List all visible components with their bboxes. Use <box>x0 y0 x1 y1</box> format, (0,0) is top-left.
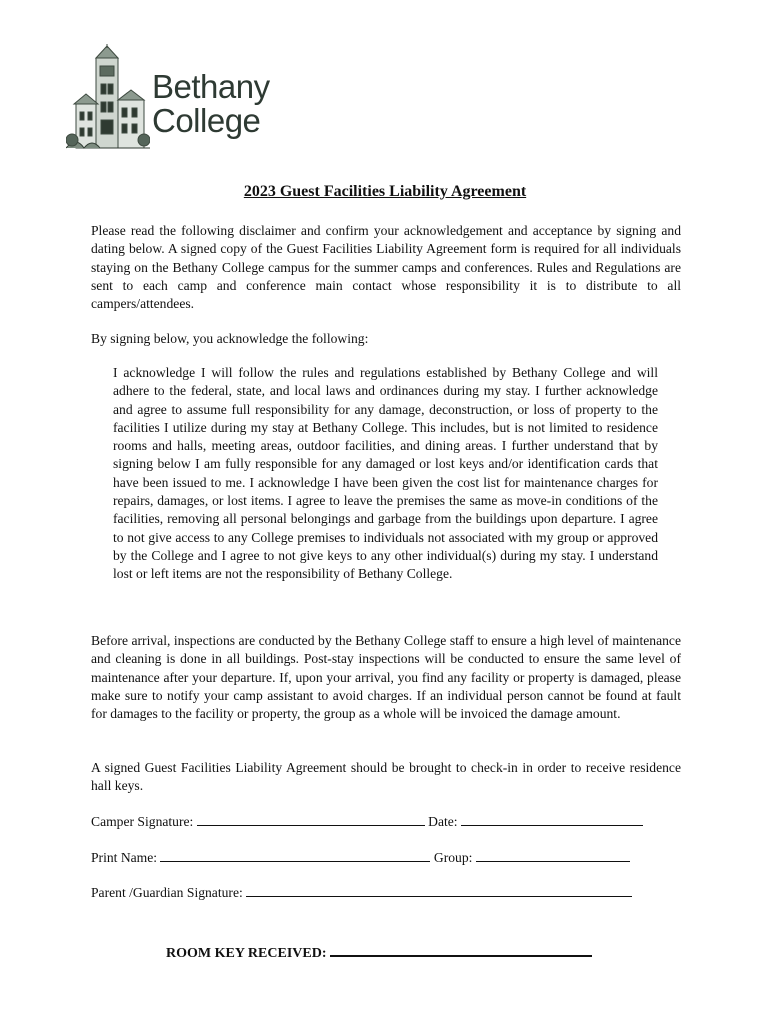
group-field[interactable] <box>476 849 630 862</box>
date-field[interactable] <box>461 813 643 826</box>
room-key-field[interactable] <box>330 943 592 957</box>
parent-signature-label: Parent /Guardian Signature: <box>91 885 243 900</box>
logo-line-1: Bethany <box>152 68 270 105</box>
acknowledgement-paragraph: I acknowledge I will follow the rules and regulations established by Bethany College and will adhere to the federal, state, and local laws and ordinances during my stay. I further acknowledge and agree to assume full responsibility for any damage, deconstruction, or loss of property to the facilities I utilize during my stay at Bethany College. This includes, but is not limited to residence rooms and halls, meeting areas, outdoor facilities, and dining areas. I further understand that by signing below I am fully responsible for any damaged or lost keys and/or identification cards that have been issued to me. I acknowledge I have been given the cost list for maintenance charges for repairs, damages, or lost items. I agree to leave the premises the same as move-in conditions of the facilities, removing all personal belongings and garbage from the buildings upon departure. I agree to not give access to any College premises to individuals not associated with my group or approved by the College and I agree to not give keys to any other individual(s) during my stay. I understand lost or left items are not the responsibility of Bethany College. <box>113 365 658 582</box>
print-name-field[interactable] <box>160 849 430 862</box>
checkin-paragraph: A signed Guest Facilities Liability Agreement should be brought to check-in in order to receive residence hall keys. <box>91 760 681 794</box>
document-title: 2023 Guest Facilities Liability Agreement <box>243 183 527 200</box>
acknowledge-lead: By signing below, you acknowledge the following: <box>91 331 369 346</box>
parent-signature-field[interactable] <box>246 884 632 897</box>
camper-signature-field[interactable] <box>197 813 425 826</box>
arrival-paragraph: Before arrival, inspections are conducted by the Bethany College staff to ensure a high level of maintenance and cleaning is done in all buildings. Post-stay inspections will be conducted to ensure the same level of maintenance after your departure. If, upon your arrival, you find any facility or property is damaged, please make sure to notify your camp assistant to avoid charges. If an individual person cannot be found at fault for damages to the facility or property, the group as a whole will be invoiced the damage amount. <box>91 633 681 722</box>
date-label: Date: <box>428 814 458 829</box>
parent-signature-row <box>91 884 632 901</box>
group-label: Group: <box>433 850 473 865</box>
room-key-row <box>166 943 592 962</box>
logo-line-2: College <box>152 102 261 139</box>
college-wordmark <box>152 70 270 138</box>
camper-signature-row <box>91 813 643 830</box>
college-building-emblem <box>66 44 150 154</box>
college-logo <box>66 44 286 154</box>
room-key-label: ROOM KEY RECEIVED: <box>166 946 327 961</box>
camper-signature-label: Camper Signature: <box>91 814 194 829</box>
print-name-label: Print Name: <box>91 850 158 865</box>
print-name-row <box>91 849 630 866</box>
intro-paragraph: Please read the following disclaimer and confirm your acknowledgement and acceptance by signing and dating below. A signed copy of the Guest Facilities Liability Agreement form is required for all individuals staying on the Bethany College campus for the summer camps and conferences. Rules and Regulations are sent to each camp and conference main contact whose responsibility it is to distribute to all campers/attendees. <box>91 223 681 312</box>
